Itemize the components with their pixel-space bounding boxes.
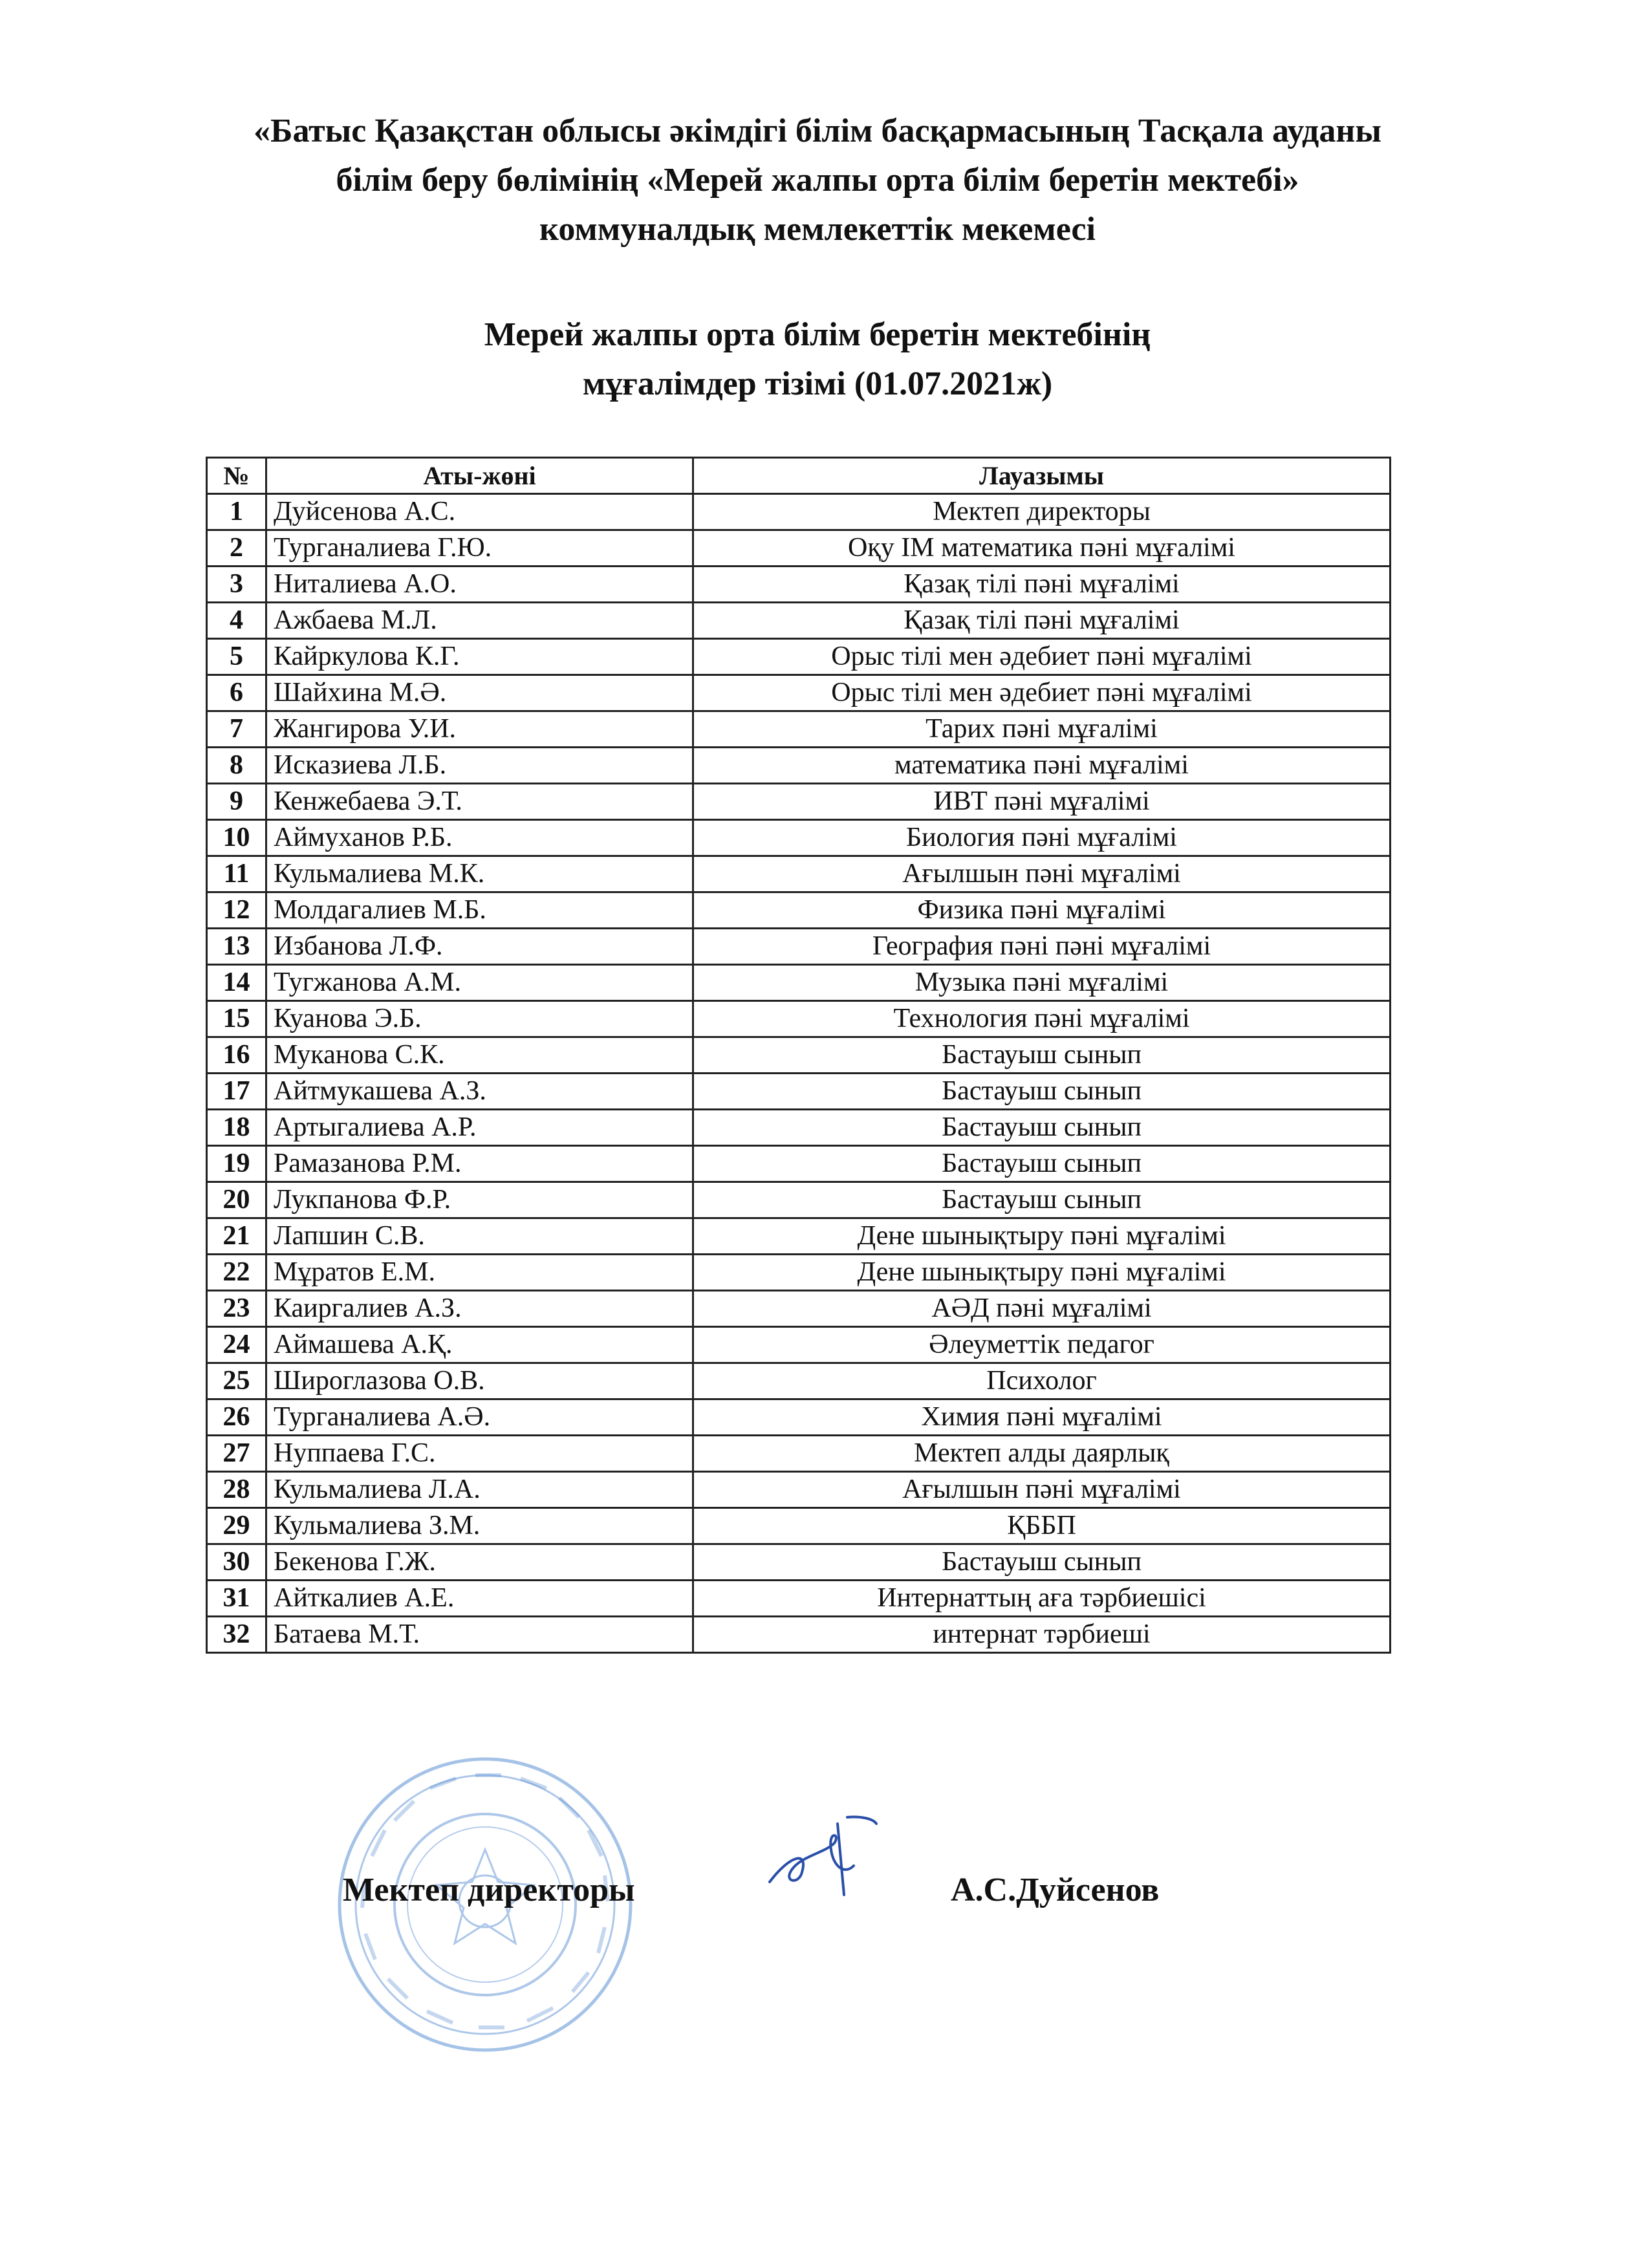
- row-number: 25: [207, 1363, 266, 1399]
- row-name: Айтмукашева А.З.: [266, 1074, 693, 1110]
- row-number: 16: [207, 1037, 266, 1074]
- row-position: Тарих пәні мұғалімі: [693, 711, 1391, 748]
- header-line-1: «Батыс Қазақстан облысы әкімдігі білім басқармасының Тасқала ауданы: [254, 113, 1381, 149]
- row-number: 27: [207, 1436, 266, 1472]
- row-number: 32: [207, 1617, 266, 1653]
- row-number: 5: [207, 639, 266, 675]
- row-position: Бастауыш сынып: [693, 1182, 1391, 1218]
- row-name: Айткалиев А.Е.: [266, 1581, 693, 1617]
- row-number: 12: [207, 892, 266, 929]
- document-header: [0, 107, 1635, 254]
- row-number: 21: [207, 1218, 266, 1255]
- row-position: Физика пәні мұғалімі: [693, 892, 1391, 929]
- table-row: [207, 1327, 1391, 1363]
- row-name: Батаева М.Т.: [266, 1617, 693, 1653]
- table-row: [207, 784, 1391, 820]
- row-name: Лукпанова Ф.Р.: [266, 1182, 693, 1218]
- row-position: Биология пәні мұғалімі: [693, 820, 1391, 856]
- row-name: Ниталиева А.О.: [266, 567, 693, 603]
- row-name: Кульмалиева М.К.: [266, 856, 693, 892]
- table-row: [207, 603, 1391, 639]
- table-row: [207, 675, 1391, 711]
- row-name: Бекенова Г.Ж.: [266, 1544, 693, 1581]
- row-name: Артыгалиева А.Р.: [266, 1110, 693, 1146]
- row-name: Рамазанова Р.М.: [266, 1146, 693, 1182]
- table-row: [207, 530, 1391, 567]
- column-header-name: Аты-жөні: [266, 458, 693, 494]
- row-name: Широглазова О.В.: [266, 1363, 693, 1399]
- row-number: 18: [207, 1110, 266, 1146]
- row-number: 19: [207, 1146, 266, 1182]
- table-row: [207, 929, 1391, 965]
- table-row: [207, 1544, 1391, 1581]
- table-row: [207, 1436, 1391, 1472]
- row-position: Ағылшын пәні мұғалімі: [693, 1472, 1391, 1508]
- row-number: 8: [207, 748, 266, 784]
- row-position: интернат тәрбиеші: [693, 1617, 1391, 1653]
- table-row: [207, 1074, 1391, 1110]
- table-row: [207, 1291, 1391, 1327]
- row-position: Психолог: [693, 1363, 1391, 1399]
- row-number: 31: [207, 1581, 266, 1617]
- table-row: [207, 820, 1391, 856]
- row-name: Кенжебаева Э.Т.: [266, 784, 693, 820]
- row-number: 29: [207, 1508, 266, 1544]
- row-position: Қазақ тілі пәні мұғалімі: [693, 567, 1391, 603]
- row-position: Дене шынықтыру пәні мұғалімі: [693, 1218, 1391, 1255]
- row-number: 26: [207, 1399, 266, 1436]
- row-number: 22: [207, 1255, 266, 1291]
- table-row: [207, 711, 1391, 748]
- row-number: 24: [207, 1327, 266, 1363]
- row-name: Исказиева Л.Б.: [266, 748, 693, 784]
- director-name: А.С.Дуйсенов: [951, 1872, 1160, 1908]
- row-name: Куанова Э.Б.: [266, 1001, 693, 1037]
- row-position: Музыка пәні мұғалімі: [693, 965, 1391, 1001]
- row-number: 7: [207, 711, 266, 748]
- table-row: [207, 892, 1391, 929]
- signature-icon: [763, 1804, 880, 1908]
- row-number: 2: [207, 530, 266, 567]
- row-position: математика пәні мұғалімі: [693, 748, 1391, 784]
- row-number: 4: [207, 603, 266, 639]
- row-name: Аймашева А.Қ.: [266, 1327, 693, 1363]
- row-number: 20: [207, 1182, 266, 1218]
- row-position: Интернаттың аға тәрбиешісі: [693, 1581, 1391, 1617]
- row-number: 15: [207, 1001, 266, 1037]
- row-name: Мұратов Е.М.: [266, 1255, 693, 1291]
- row-position: Мектеп директоры: [693, 494, 1391, 530]
- table-row: [207, 1399, 1391, 1436]
- table-row: [207, 1001, 1391, 1037]
- table-row: [207, 494, 1391, 530]
- table-row: [207, 1617, 1391, 1653]
- row-name: Лапшин С.В.: [266, 1218, 693, 1255]
- row-number: 14: [207, 965, 266, 1001]
- row-name: Каиргалиев А.З.: [266, 1291, 693, 1327]
- row-position: География пәні пәні мұғалімі: [693, 929, 1391, 965]
- row-position: Химия пәні мұғалімі: [693, 1399, 1391, 1436]
- table-row: [207, 567, 1391, 603]
- row-position: Бастауыш сынып: [693, 1544, 1391, 1581]
- row-number: 10: [207, 820, 266, 856]
- header-line-2: білім беру бөлімінің «Мерей жалпы орта білім беретін мектебі»: [336, 162, 1299, 199]
- document-subtitle: [0, 310, 1635, 409]
- row-position: Орыс тілі мен әдебиет пәні мұғалімі: [693, 675, 1391, 711]
- row-number: 11: [207, 856, 266, 892]
- row-position: Бастауыш сынып: [693, 1110, 1391, 1146]
- row-number: 1: [207, 494, 266, 530]
- table-row: [207, 1472, 1391, 1508]
- header-line-3: коммуналдық мемлекеттік мекемесі: [539, 211, 1096, 248]
- row-number: 17: [207, 1074, 266, 1110]
- table-header-row: [207, 458, 1391, 494]
- row-number: 30: [207, 1544, 266, 1581]
- row-position: Дене шынықтыру пәні мұғалімі: [693, 1255, 1391, 1291]
- row-name: Кульмалиева З.М.: [266, 1508, 693, 1544]
- table-row: [207, 639, 1391, 675]
- row-name: Аймуханов Р.Б.: [266, 820, 693, 856]
- subtitle-line-1: Мерей жалпы орта білім беретін мектебінің: [484, 316, 1151, 353]
- column-header-number: №: [207, 458, 266, 494]
- row-name: Жангирова У.И.: [266, 711, 693, 748]
- column-header-position: Лауазымы: [693, 458, 1391, 494]
- table-row: [207, 856, 1391, 892]
- row-number: 3: [207, 567, 266, 603]
- row-name: Турганалиева А.Ә.: [266, 1399, 693, 1436]
- row-name: Шайхина М.Ә.: [266, 675, 693, 711]
- row-position: Бастауыш сынып: [693, 1074, 1391, 1110]
- table-row: [207, 748, 1391, 784]
- table-body: [207, 494, 1391, 1653]
- row-number: 13: [207, 929, 266, 965]
- row-position: Бастауыш сынып: [693, 1037, 1391, 1074]
- table-row: [207, 1146, 1391, 1182]
- table-row: [207, 1508, 1391, 1544]
- row-position: ҚББП: [693, 1508, 1391, 1544]
- row-position: Орыс тілі мен әдебиет пәні мұғалімі: [693, 639, 1391, 675]
- teachers-table: [206, 457, 1391, 1654]
- subtitle-line-2: мұғалімдер тізімі (01.07.2021ж): [582, 365, 1053, 402]
- row-number: 23: [207, 1291, 266, 1327]
- row-position: Мектеп алды даярлық: [693, 1436, 1391, 1472]
- row-position: Технология пәні мұғалімі: [693, 1001, 1391, 1037]
- row-name: Нуппаева Г.С.: [266, 1436, 693, 1472]
- table-row: [207, 965, 1391, 1001]
- row-name: Кульмалиева Л.А.: [266, 1472, 693, 1508]
- row-position: Оқу ІМ математика пәні мұғалімі: [693, 530, 1391, 567]
- row-name: Турганалиева Г.Ю.: [266, 530, 693, 567]
- row-number: 6: [207, 675, 266, 711]
- table-row: [207, 1255, 1391, 1291]
- row-position: АӘД пәні мұғалімі: [693, 1291, 1391, 1327]
- row-name: Дуйсенова А.С.: [266, 494, 693, 530]
- row-name: Молдагалиев М.Б.: [266, 892, 693, 929]
- row-number: 28: [207, 1472, 266, 1508]
- table-row: [207, 1182, 1391, 1218]
- row-position: Қазақ тілі пәні мұғалімі: [693, 603, 1391, 639]
- row-number: 9: [207, 784, 266, 820]
- table-row: [207, 1363, 1391, 1399]
- table-row: [207, 1037, 1391, 1074]
- row-name: Тугжанова А.М.: [266, 965, 693, 1001]
- row-position: Әлеуметтік педагог: [693, 1327, 1391, 1363]
- row-name: Избанова Л.Ф.: [266, 929, 693, 965]
- table-row: [207, 1218, 1391, 1255]
- row-name: Ажбаева М.Л.: [266, 603, 693, 639]
- table-row: [207, 1581, 1391, 1617]
- row-position: Бастауыш сынып: [693, 1146, 1391, 1182]
- row-position: Ағылшын пәні мұғалімі: [693, 856, 1391, 892]
- row-position: ИВТ пәні мұғалімі: [693, 784, 1391, 820]
- row-name: Муканова С.К.: [266, 1037, 693, 1074]
- table-row: [207, 1110, 1391, 1146]
- row-name: Кайркулова К.Г.: [266, 639, 693, 675]
- director-label: Мектеп директоры: [343, 1872, 635, 1908]
